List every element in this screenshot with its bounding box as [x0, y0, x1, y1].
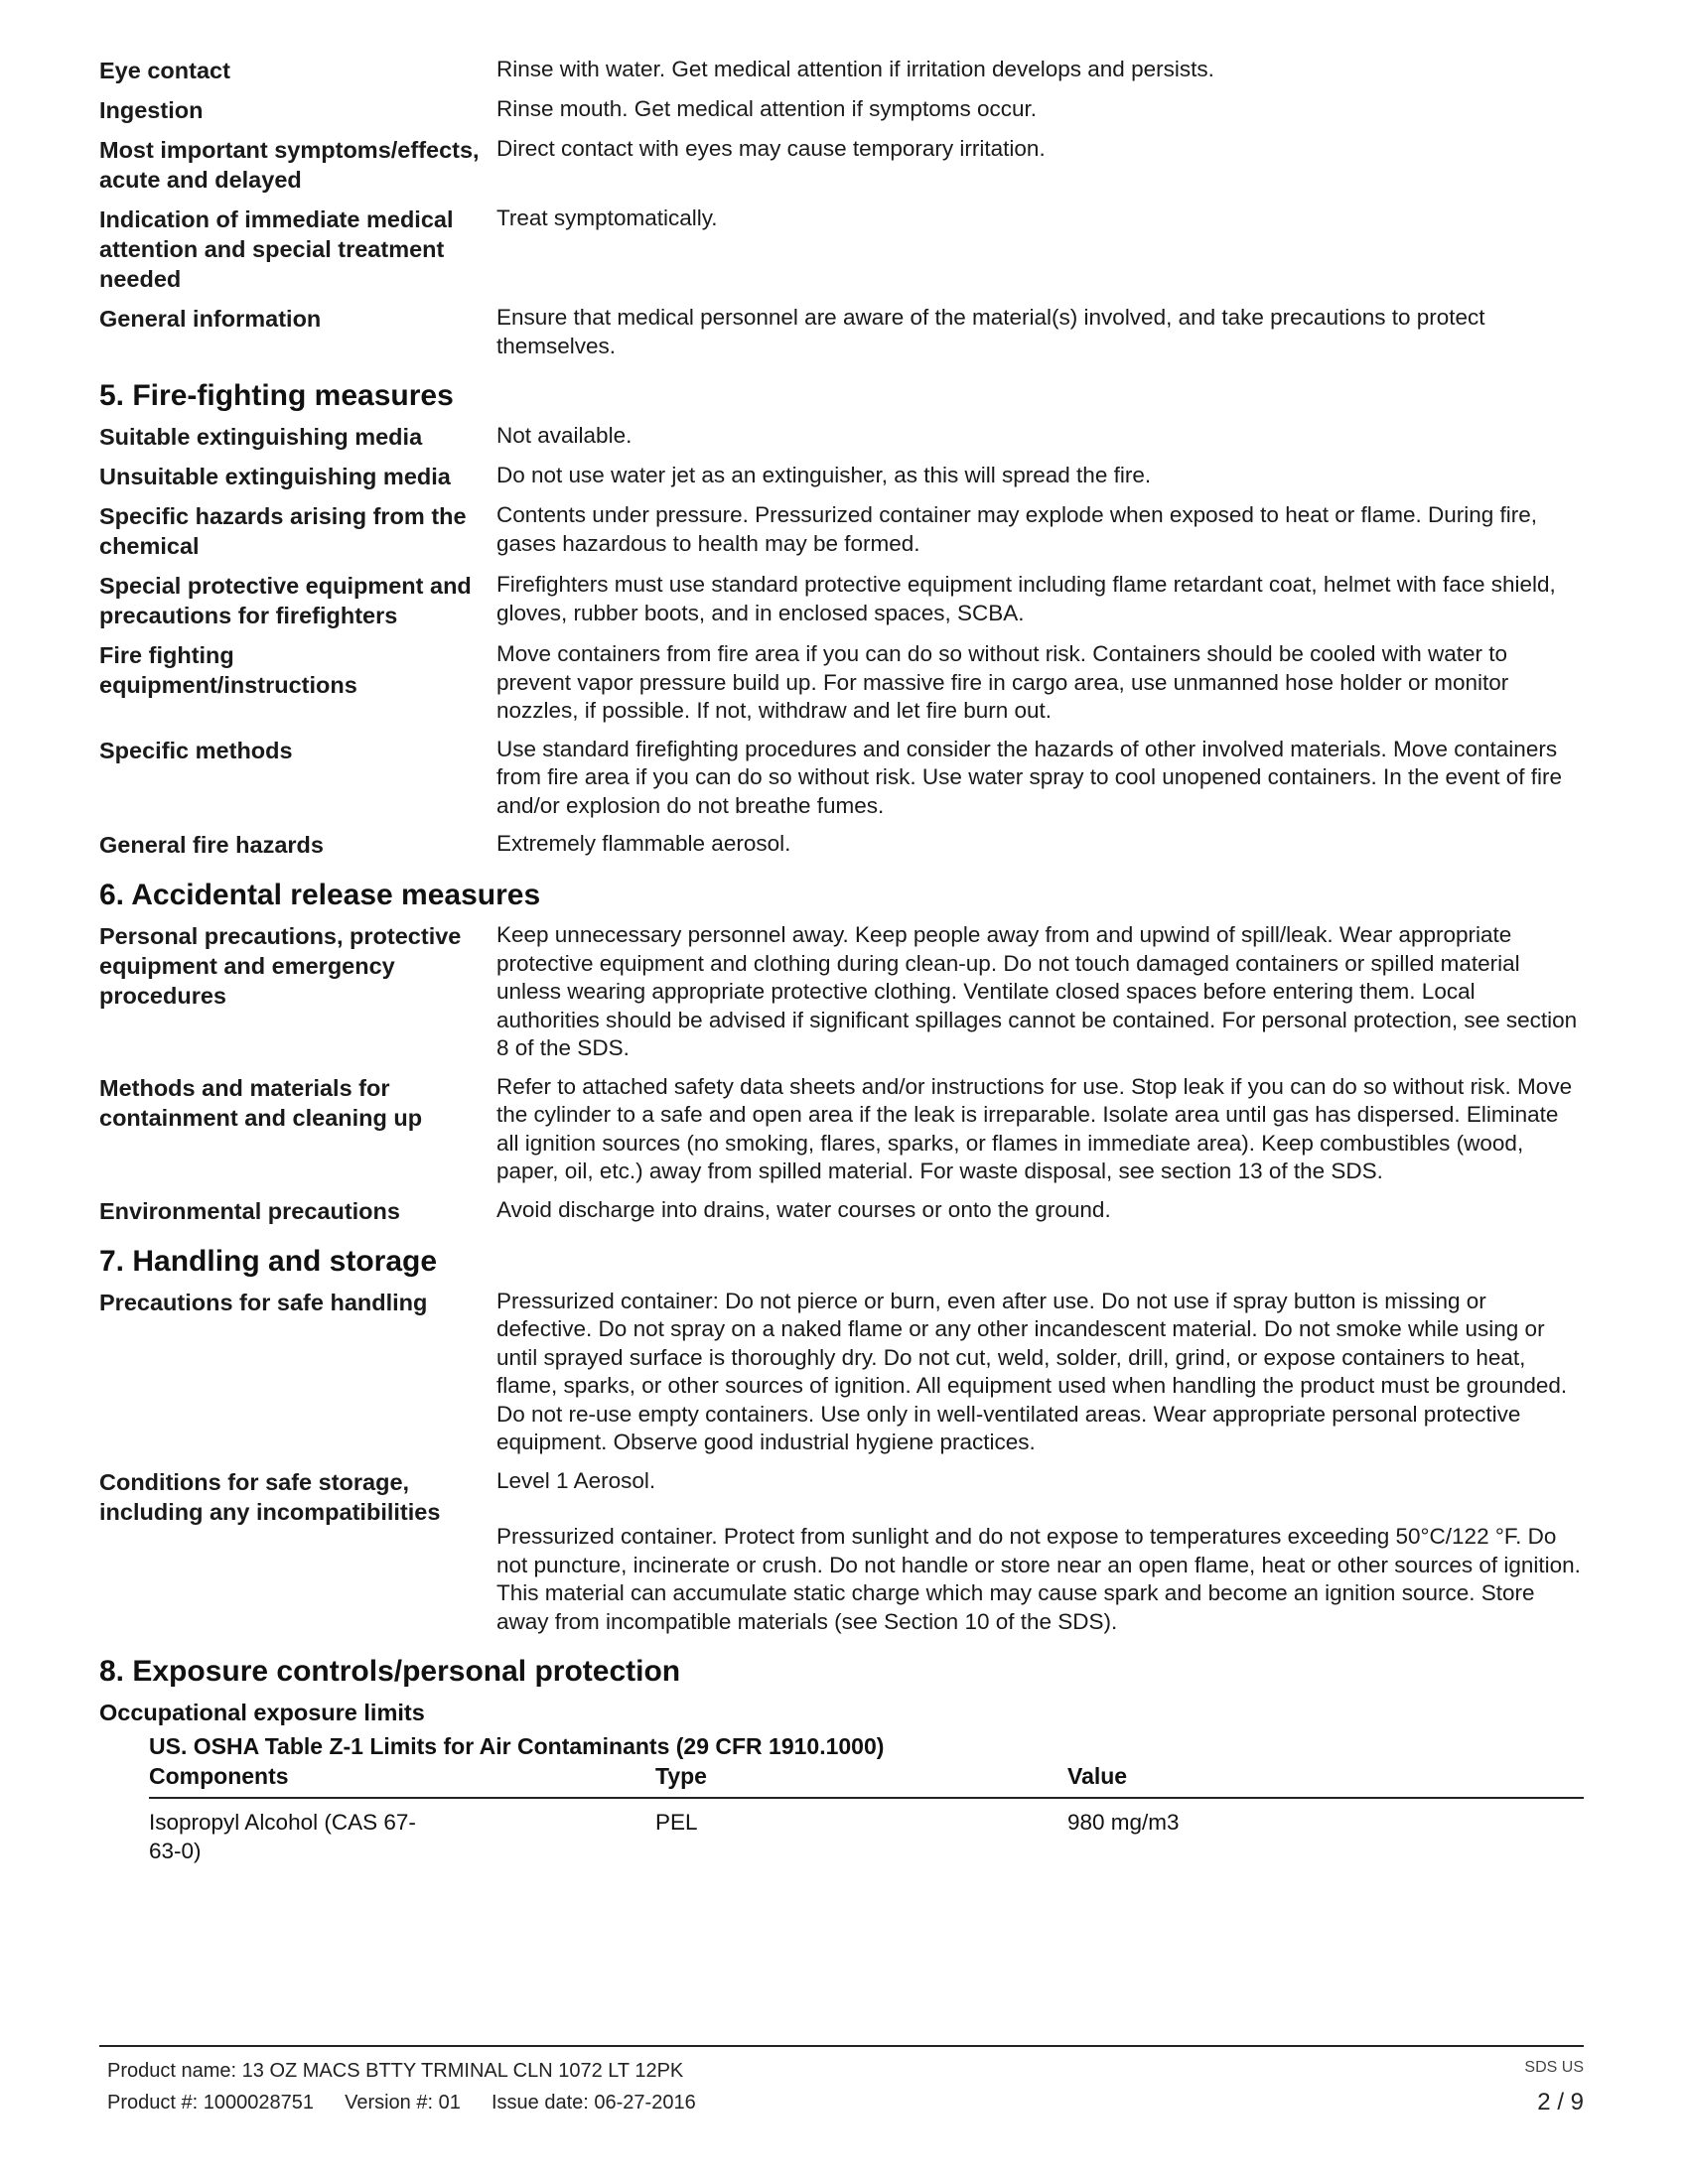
section-7-heading: 7. Handling and storage [99, 1244, 438, 1278]
sds-page [99, 56, 1584, 1865]
field-label: Suitable extinguishing media [99, 424, 423, 450]
field-label: Personal precautions, protective equipment and emergency procedures [99, 923, 462, 1009]
product-number-line [107, 2087, 696, 2118]
field-label: Precautions for safe handling [99, 1289, 428, 1315]
cell-value: 980 mg/m3 [1067, 1810, 1180, 1835]
general-fire-hazards-row [99, 830, 1584, 860]
field-label: General information [99, 306, 322, 332]
issue-date: 06-27-2016 [594, 2092, 696, 2114]
general-information-row [99, 304, 1584, 360]
eye-contact-row [99, 56, 1584, 85]
symptoms-row [99, 135, 1584, 195]
unsuitable-media-row [99, 462, 1584, 491]
column-header-value: Value [1067, 1763, 1128, 1789]
section-8-heading: 8. Exposure controls/personal protection [99, 1655, 681, 1688]
document-type: SDS US [1524, 2059, 1584, 2076]
protective-equipment-row [99, 571, 1584, 630]
field-value: Do not use water jet as an extinguisher, as this will spread the fire. [496, 463, 1152, 487]
field-label: Fire fighting equipment/instructions [99, 642, 357, 698]
table-title: US. OSHA Table Z-1 Limits for Air Contaminants (29 CFR 1910.1000) [149, 1733, 885, 1759]
field-label: Specific methods [99, 737, 293, 763]
field-label: General fire hazards [99, 832, 324, 858]
field-label: Unsuitable extinguishing media [99, 464, 451, 489]
version-number: 01 [438, 2092, 461, 2114]
field-value: Extremely flammable aerosol. [496, 831, 791, 856]
field-value: Use standard firefighting procedures and consider the hazards of other involved materials. Move containers from fire area if you can do so without risk. Use water spray to cool unopened containers. In the event of fire and/or explosion do not breathe fumes. [496, 736, 1563, 818]
field-value: Ensure that medical personnel are aware of the material(s) involved, and take precautions to protect themselves. [496, 305, 1485, 358]
field-value: Refer to attached safety data sheets and/or instructions for use. Stop leak if you can do so without risk. Move the cylinder to a safe and open area if the leak is irreparable. Isolate area until gas has dispersed. Eliminate all ignition sources (no smoking, flares, sparks, or flames in immediate area). Keep combustibles (wood, paper, oil, etc.) away from spilled material. For waste disposal, see section 13 of the SDS. [496, 1073, 1573, 1183]
storage-level-text: Level 1 Aerosol. [496, 1467, 656, 1493]
cell-type: PEL [655, 1810, 698, 1835]
equipment-instructions-row [99, 640, 1584, 726]
field-value: Keep unnecessary personnel away. Keep people away from and upwind of spill/leak. Wear appropriate protective equipment and clothing during clean-up. Do not touch damaged containers or spilled material unless wearing appropriate protective clothing. Ventilate closed spaces before entering them. Local authorities should be advised if significant spillages cannot be contained. For personal protection, see section 8 of the SDS. [496, 922, 1578, 1060]
table-row [149, 1799, 1584, 1865]
field-value: Treat symptomatically. [496, 205, 718, 230]
field-value: Direct contact with eyes may cause temporary irritation. [496, 136, 1046, 161]
field-label: Most important symptoms/effects, acute and delayed [99, 137, 480, 193]
field-label: Indication of immediate medical attention and special treatment needed [99, 206, 454, 292]
field-value: Move containers from fire area if you can do so without risk. Containers should be cooled with water to prevent vapor pressure build up. For massive fire in cargo area, use unmanned hose holder or monitor nozzles, if possible. If not, withdraw and let fire burn out. [496, 641, 1509, 723]
footer-page-info [1524, 2057, 1584, 2118]
field-label: Methods and materials for containment and cleaning up [99, 1074, 423, 1131]
footer-product-info [107, 2055, 696, 2118]
column-header-components: Components [149, 1763, 289, 1789]
product-name-label: Product name: [107, 2060, 237, 2082]
field-value: Avoid discharge into drains, water courses or onto the ground. [496, 1196, 1111, 1222]
field-value: Not available. [496, 423, 633, 448]
table-header [149, 1761, 1584, 1799]
field-label: Special protective equipment and precautions for firefighters [99, 573, 472, 628]
personal-precautions-row [99, 921, 1584, 1063]
safe-storage-row [99, 1467, 1584, 1637]
occupational-exposure-limits-label: Occupational exposure limits [99, 1700, 425, 1725]
containment-row [99, 1073, 1584, 1186]
cell-component: Isopropyl Alcohol (CAS 67-63-0) [149, 1810, 416, 1863]
specific-hazards-row [99, 501, 1584, 561]
column-header-type: Type [655, 1763, 707, 1789]
product-name-line [107, 2055, 696, 2087]
product-number-label: Product #: [107, 2092, 199, 2114]
field-value: Rinse mouth. Get medical attention if symptoms occur. [496, 96, 1037, 121]
field-value: Contents under pressure. Pressurized container may explode when exposed to heat or flame. During fire, gases hazardous to health may be formed. [496, 502, 1538, 556]
medical-attention-row [99, 205, 1584, 294]
osha-limits-table [149, 1731, 1584, 1865]
issue-date-label: Issue date: [491, 2092, 589, 2114]
field-label: Specific hazards arising from the chemical [99, 503, 467, 559]
page-footer [99, 2045, 1584, 2116]
suitable-media-row [99, 422, 1584, 452]
page-number: 2 / 9 [1537, 2089, 1584, 2116]
product-name: 13 OZ MACS BTTY TRMINAL CLN 1072 LT 12PK [241, 2060, 684, 2082]
version-label: Version #: [345, 2092, 434, 2114]
field-label: Environmental precautions [99, 1197, 400, 1224]
section-6-heading: 6. Accidental release measures [99, 879, 541, 911]
safe-handling-row [99, 1288, 1584, 1457]
section-5-heading: 5. Fire-fighting measures [99, 379, 454, 412]
field-value: Pressurized container: Do not pierce or burn, even after use. Do not use if spray button is missing or defective. Do not spray on a naked flame or any other incandescent material. Do not smoke while using or until sprayed surface is thoroughly dry. Do not cut, weld, solder, drill, grind, or expose containers to heat, flame, sparks, or other sources of ignition. All equipment used when handling the product must be grounded. Do not re-use empty containers. Use only in well-ventilated areas. Wear appropriate personal protective equipment. Observe good industrial hygiene practices. [496, 1288, 1568, 1454]
field-value: Firefighters must use standard protective equipment including flame retardant coat, helmet with face shield, gloves, rubber boots, and in enclosed spaces, SCBA. [496, 572, 1556, 625]
field-value [496, 1467, 1584, 1637]
specific-methods-row [99, 736, 1584, 821]
field-value: Rinse with water. Get medical attention if irritation develops and persists. [496, 57, 1214, 81]
field-label: Ingestion [99, 97, 204, 123]
field-label: Eye contact [99, 58, 230, 83]
ingestion-row [99, 95, 1584, 125]
environmental-precautions-row [99, 1196, 1584, 1226]
field-label: Conditions for safe storage, including any incompatibilities [99, 1468, 441, 1525]
storage-details-text: Pressurized container. Protect from sunlight and do not expose to temperatures exceeding 50°C/122 °F. Do not puncture, incinerate or crush. Do not handle or store near an open flame, heat or other sources of ignition. This material can accumulate static charge which may cause spark and become an ignition source. Store away from incompatible materials (see Section 10 of the SDS). [496, 1524, 1581, 1634]
product-number: 1000028751 [203, 2092, 314, 2114]
